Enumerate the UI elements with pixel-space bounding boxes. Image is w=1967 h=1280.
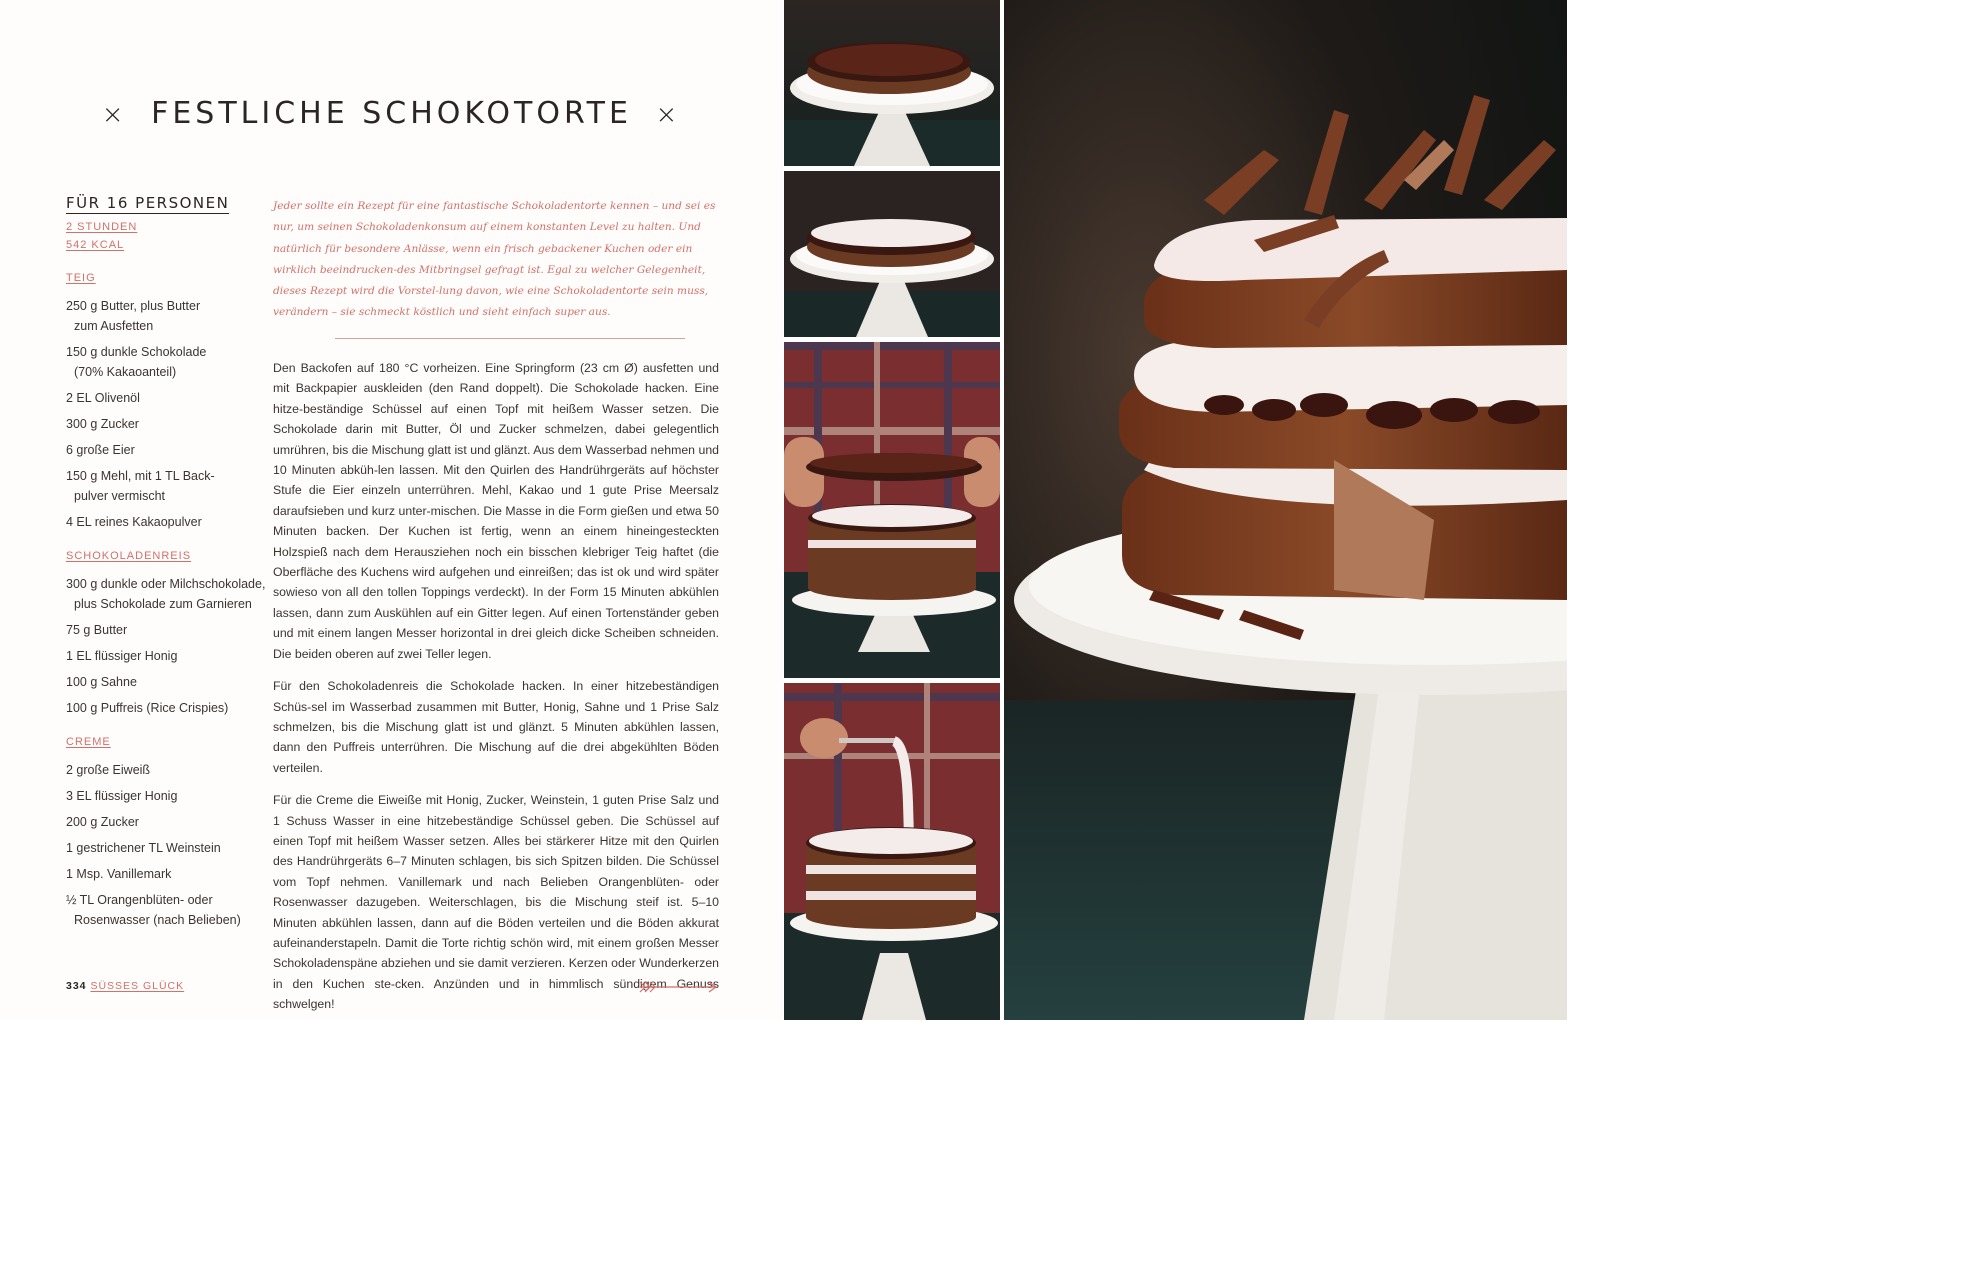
next-page-arrow-icon (638, 979, 720, 995)
ingredient-line: 200 g Zucker (66, 815, 139, 829)
left-page (0, 0, 783, 1020)
ingredient-line: plus Schokolade zum Garnieren (74, 597, 252, 611)
ingredient-line: 250 g Butter, plus Butter (66, 299, 201, 313)
ingredient-line: 150 g Mehl, mit 1 TL Back- (66, 469, 215, 483)
ingredient-item (66, 760, 266, 780)
ingredient-item (66, 296, 266, 336)
page-title (0, 96, 783, 131)
ingredient-line: 2 EL Olivenöl (66, 391, 140, 405)
ingredient-item (66, 388, 266, 408)
method-text (273, 358, 719, 1027)
ingredient-line: 300 g Zucker (66, 417, 139, 431)
ingredient-line: 6 große Eier (66, 443, 135, 457)
ingredient-line: 1 Msp. Vanillemark (66, 867, 172, 881)
ingredients-column (66, 193, 266, 936)
ingredient-item (66, 466, 266, 506)
method-paragraph: Für den Schokoladenreis die Schokolade hacken. In einer hitzebeständigen Schüs-sel im Wasserbad zusammen mit Butter, Honig, Sahne und 1 Prise Salz schmelzen, bis die Mischung glatt ist und glänzt. 5 Minuten abkühlen lassen, dann den Puffreis unterrühren. Die Mischung auf die drei abgekühlten Böden verteilen. (273, 679, 719, 775)
ingredient-line: zum Ausfetten (74, 319, 154, 333)
ingredient-line: 150 g dunkle Schokolade (66, 345, 207, 359)
ingredient-line: Rosenwasser (nach Belieben) (74, 913, 241, 927)
ingredient-item (66, 440, 266, 460)
step-photo-meringue (784, 683, 1000, 1020)
step-photo-baked-cake (784, 0, 1000, 166)
ingredient-line: 75 g Butter (66, 623, 128, 637)
ingredient-item (66, 512, 266, 532)
intro-text: Jeder sollte ein Rezept für eine fantastische Schokoladentorte kennen – und sei es nur, um seinen Schokoladenkonsum auf einem konstanten Level zu halten. Und natürlich für besondere Anlässe, wenn ein frisch gebackener Kuchen oder ein wirklich beeindrucken-des Mitbringsel gefragt ist. Egal zu welcher Gelegenheit, dieses Rezept wird die Vorstel-lung davon, wie eine Schokoladentorte sein muss, verändern – sie schmeckt köstlich und sieht einfach super aus. (273, 200, 716, 319)
ingredient-line: (70% Kakaoanteil) (74, 365, 177, 379)
ingredient-line: 100 g Puffreis (Rice Crispies) (66, 701, 229, 715)
ingredient-item (66, 342, 266, 382)
ingredient-line: 100 g Sahne (66, 675, 137, 689)
serves-heading: FÜR 16 PERSONEN (66, 194, 230, 212)
ingredient-item (66, 786, 266, 806)
ingredient-line: 3 EL flüssiger Honig (66, 789, 178, 803)
ingredient-line: pulver vermischt (74, 489, 165, 503)
ingredient-item (66, 620, 266, 640)
finished-cake-photo (1004, 0, 1567, 1020)
ingredient-item (66, 864, 266, 884)
ingredient-sections (66, 268, 266, 930)
recipe-title: FESTLICHE SCHOKOTORTE (151, 96, 632, 131)
ingredient-item (66, 838, 266, 858)
step-photo-stacking (784, 342, 1000, 678)
ingredient-line: 1 EL flüssiger Honig (66, 649, 178, 663)
page-footer (66, 980, 184, 992)
section-heading: CREME (66, 736, 111, 748)
chapter-name: SÜSSES GLÜCK (90, 980, 185, 992)
ingredient-line: 1 gestrichener TL Weinstein (66, 841, 221, 855)
ingredient-item (66, 414, 266, 434)
ingredient-line: 300 g dunkle oder Milchschokolade, (66, 577, 266, 591)
ingredient-item (66, 890, 266, 930)
step-photo-cream-layer (784, 171, 1000, 337)
title-cross-left: × (101, 100, 128, 130)
kcal-info: 542 KCAL (66, 239, 125, 251)
section-heading: TEIG (66, 272, 96, 284)
section-heading: SCHOKOLADENREIS (66, 550, 192, 562)
ingredient-item (66, 812, 266, 832)
divider (335, 338, 685, 339)
title-cross-right: × (655, 100, 682, 130)
method-paragraph: Den Backofen auf 180 °C vorheizen. Eine Springform (23 cm Ø) ausfetten und mit Backpapier auskleiden (den Rand doppelt). Die Schokolade hacken. Eine hitze-beständige Schüssel auf einen Topf mit heißem Wasser setzen. Die Schokolade darin mit Butter, Öl und Zucker schmelzen, dabei gelegentlich umrühren, bis die Mischung glatt ist und glänzt. Aus dem Wasserbad nehmen und 10 Minuten abküh-len lassen. Mit den Quirlen des Handrührgeräts auf höchster Stufe die Eier einzeln unterrühren. Mehl, Kakao und 1 gute Prise Meersalz daraufsieben und kurz unter-mischen. Die Masse in die Form gießen und etwa 50 Minuten backen. Der Kuchen ist fertig, wenn an einem hineingesteckten Holzspieß nach dem Herausziehen noch ein bisschen klebriger Teig haftet (die Oberfläche des Kuchens wird aufgehen und einreißen; das ist ok und wird später sowieso von all den tollen Toppings verdeckt). In der Form 15 Minuten abkühlen lassen, dann zum Auskühlen auf ein Gitter legen. Auf einen Tortenständer geben und mit einem langen Messer horizontal in drei gleich dicke Scheiben schneiden. Die beiden oberen auf zwei Teller legen. (273, 361, 719, 661)
method-paragraph: Für die Creme die Eiweiße mit Honig, Zucker, Weinstein, 1 guten Prise Salz und 1 Schuss Wasser in eine hitzebeständige Schüssel geben. Die Schüssel auf einen Topf mit heißem Wasser setzen. Alles bei stärkerer Hitze mit den Quirlen des Handrührgeräts 6–7 Minuten schlagen, bis sich Spitzen bilden. Die Schüssel vom Topf nehmen. Vanillemark und nach Belieben Orangenblüten- oder Rosenwasser dazugeben. Weiterschlagen, bis die Mischung steif ist. 5–10 Minuten abkühlen lassen, dann auf die Böden verteilen und die Böden akkurat aufeinanderstapeln. Damit die Torte richtig schön wird, mit einem großen Messer Schokoladenspäne abziehen und sie damit verzieren. Kerzen oder Wunderkerzen in den Kuchen ste-cken. Anzünden und in himmlisch sündigem Genuss schwelgen! (273, 793, 719, 1012)
page-number: 334 (66, 980, 87, 992)
ingredient-line: ½ TL Orangenblüten- oder (66, 893, 213, 907)
ingredient-line: 4 EL reines Kakaopulver (66, 515, 202, 529)
ingredient-item (66, 646, 266, 666)
ingredient-item (66, 672, 266, 692)
time-info: 2 STUNDEN (66, 221, 138, 233)
ingredient-item (66, 574, 266, 614)
ingredient-item (66, 698, 266, 718)
ingredient-line: 2 große Eiweiß (66, 763, 151, 777)
